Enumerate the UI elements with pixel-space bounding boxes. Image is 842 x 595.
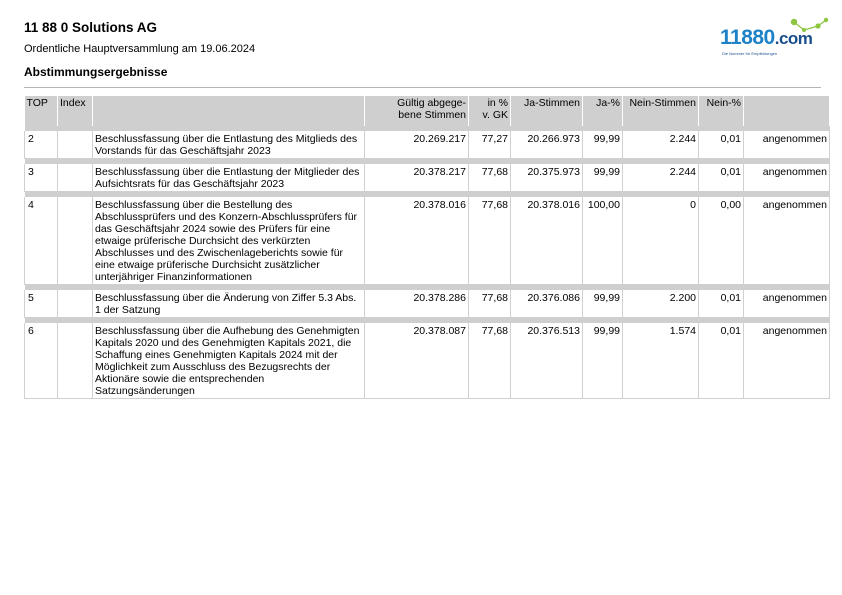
table-row [25, 131, 830, 159]
cell-index [58, 323, 93, 399]
cell-title: Beschlussfassung über die Entlastung des Mitglieds des Vorstands für das Geschäftsjahr 2023 [93, 131, 365, 159]
cell-yes-pct: 99,99 [583, 164, 623, 192]
cell-result: angenommen [744, 131, 830, 159]
cell-title: Beschlussfassung über die Entlastung der Mitglieder des Aufsichtsrats für das Geschäftsjahr 2023 [93, 164, 365, 192]
cell-no-pct: 0,00 [699, 197, 744, 285]
logo-wordmark [720, 26, 812, 50]
col-header-result [744, 96, 830, 126]
table-row [25, 197, 830, 285]
cell-yes-pct: 99,99 [583, 131, 623, 159]
company-name: 11 88 0 Solutions AG [24, 20, 158, 35]
table-row [25, 290, 830, 318]
cell-top: 5 [25, 290, 58, 318]
cell-index [58, 131, 93, 159]
cell-yes-votes: 20.375.973 [511, 164, 583, 192]
cell-yes-votes: 20.376.513 [511, 323, 583, 399]
cell-valid-votes: 20.378.286 [365, 290, 469, 318]
cell-valid-votes: 20.378.016 [365, 197, 469, 285]
cell-result: angenommen [744, 323, 830, 399]
cell-title: Beschlussfassung über die Aufhebung des Genehmigten Kapitals 2020 und des Genehmigten Kapitals 2021, die Schaffung eines Genehmigten Kapitals 2024 mit der Möglichkeit zum Ausschluss des Bezugsrechts der Aktionäre sowie die entsprechenden Satzungsänderungen [93, 323, 365, 399]
col-header-no-votes: Nein-Stimmen [623, 96, 699, 126]
cell-top: 4 [25, 197, 58, 285]
col-header-index: Index [58, 96, 93, 126]
cell-pct-capital: 77,68 [469, 290, 511, 318]
col-header-top: TOP [25, 96, 58, 126]
cell-yes-votes: 20.378.016 [511, 197, 583, 285]
cell-pct-capital: 77,68 [469, 197, 511, 285]
col-header-no-pct: Nein-% [699, 96, 744, 126]
section-title: Abstimmungsergebnisse [24, 65, 168, 79]
cell-no-pct: 0,01 [699, 131, 744, 159]
cell-no-pct: 0,01 [699, 164, 744, 192]
col-header-yes-pct: Ja-% [583, 96, 623, 126]
cell-index [58, 164, 93, 192]
col-header-yes-votes: Ja-Stimmen [511, 96, 583, 126]
col-header-pct-capital: in % v. GK [469, 96, 511, 126]
voting-results-table [24, 96, 830, 399]
cell-index [58, 290, 93, 318]
cell-no-pct: 0,01 [699, 290, 744, 318]
cell-title: Beschlussfassung über die Änderung von Ziffer 5.3 Abs. 1 der Satzung [93, 290, 365, 318]
cell-result: angenommen [744, 290, 830, 318]
logo-tagline: Die Nummer für Empfehlungen [722, 51, 778, 56]
header-divider [24, 87, 821, 88]
cell-yes-votes: 20.266.973 [511, 131, 583, 159]
cell-yes-votes: 20.376.086 [511, 290, 583, 318]
cell-valid-votes: 20.378.087 [365, 323, 469, 399]
logo-number: 11880 [720, 26, 775, 49]
cell-pct-capital: 77,27 [469, 131, 511, 159]
cell-result: angenommen [744, 164, 830, 192]
cell-no-votes: 0 [623, 197, 699, 285]
cell-top: 3 [25, 164, 58, 192]
cell-no-votes: 2.200 [623, 290, 699, 318]
cell-no-votes: 2.244 [623, 164, 699, 192]
cell-no-pct: 0,01 [699, 323, 744, 399]
table-row [25, 164, 830, 192]
table-row [25, 323, 830, 399]
cell-yes-pct: 100,00 [583, 197, 623, 285]
company-logo [716, 16, 830, 62]
cell-yes-pct: 99,99 [583, 323, 623, 399]
cell-valid-votes: 20.378.217 [365, 164, 469, 192]
cell-index [58, 197, 93, 285]
cell-no-votes: 2.244 [623, 131, 699, 159]
cell-pct-capital: 77,68 [469, 323, 511, 399]
col-header-title [93, 96, 365, 126]
cell-pct-capital: 77,68 [469, 164, 511, 192]
cell-top: 2 [25, 131, 58, 159]
cell-result: angenommen [744, 197, 830, 285]
table-header-row [25, 96, 830, 126]
cell-top: 6 [25, 323, 58, 399]
meeting-title: Ordentliche Hauptversammlung am 19.06.2024 [24, 43, 256, 55]
col-header-valid-votes: Gültig abgege- bene Stimmen [365, 96, 469, 126]
cell-no-votes: 1.574 [623, 323, 699, 399]
cell-yes-pct: 99,99 [583, 290, 623, 318]
logo-domain: .com [774, 29, 813, 48]
cell-valid-votes: 20.269.217 [365, 131, 469, 159]
cell-title: Beschlussfassung über die Bestellung des Abschlussprüfers und des Konzern-Abschlussprüfers für das Geschäftsjahr 2024 sowie des Prüfers für eine etwaige prüferische Durchsicht des verkürzten Abschlusses und des Zwischenlageberichts sowie für eine etwaige prüferische Durchsicht zusätzlicher unterjähriger Finanzinformationen [93, 197, 365, 285]
